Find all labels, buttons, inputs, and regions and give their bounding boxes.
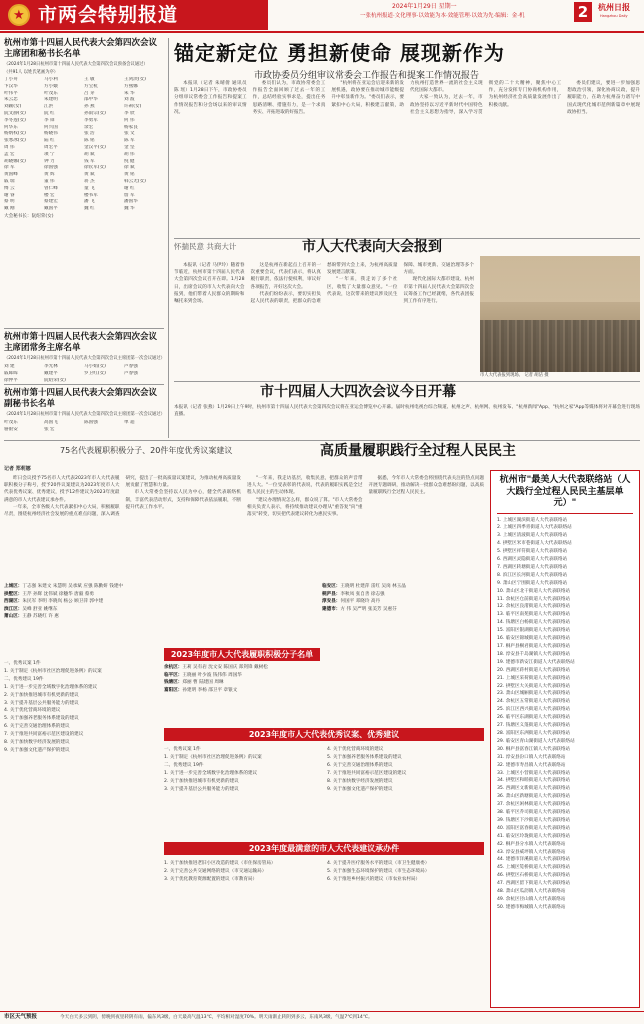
satisfied-list xyxy=(164,860,484,1008)
paragraph: 一年来，全市各级人大代表紧扣中心大局，积极履职尽责，围绕杭州经济社会发展的重点难点问题，深入调查研究，提出了一批高质量议案建议，为推动杭州高质量发展贡献了智慧和力量。 xyxy=(4,476,241,518)
name-entry: 李勇军 xyxy=(84,117,98,123)
name-entry: 黄 铭 xyxy=(124,172,135,178)
name-entry: 李光林 xyxy=(44,364,58,369)
list-item: 33. 上城区小营街道人大代表联络站 xyxy=(497,770,571,776)
group-label: 西湖区： xyxy=(4,599,23,605)
divider xyxy=(4,440,640,441)
group-label: 上城区： xyxy=(4,584,23,589)
name-entry: 蔡 明 xyxy=(4,199,15,205)
name-entry: 钱 军 xyxy=(84,158,95,164)
name-entry: 蒋 杰 xyxy=(84,178,95,184)
issue-date: 2024年1月29日 星期一 xyxy=(392,3,457,10)
list-item: 3. 关于提升基层公共服务能力的建议 xyxy=(4,700,79,706)
name-entry: 李 欣 xyxy=(124,110,135,116)
list-item: 7. 关于推进共同富裕示范区建设的建议 xyxy=(327,770,407,776)
name-entry: 陈国强 xyxy=(84,420,98,425)
list-item: 1. 关于制定《杭州市社区治理促进条例》的议案 xyxy=(4,668,102,674)
paragraph: 委员们建议，要进一步加强思想政治引领，深化协商议政，提升履职能力，在助力杭州奋力谱写中国式现代化城市范例新篇章中展现政协担当。 xyxy=(567,81,640,115)
name-entry: 阮绍荣(女) xyxy=(44,377,66,383)
honor-groups-left xyxy=(4,583,160,621)
list-item: 4. 关于优化营商环境的建议 xyxy=(327,747,384,752)
paragraph: 昨日会议授予75名市人大代表2023年市人大代表履职积极分子称号，授予20件议案建议为2023年度市人大代表优秀议案、优秀建议，授予12件建议为2023年度最满意的市人大代表建议承办件。 xyxy=(4,476,120,503)
list-item: 42. 桐庐县分水镇人大代表联络站 xyxy=(497,841,566,847)
secretary-general: 大会秘书长：阮绍荣(女) xyxy=(4,213,54,219)
name-entry: 方宝杭 xyxy=(84,83,98,89)
name-entry: 魏 华 xyxy=(124,206,135,212)
list-item: 23. 萧山区城厢街道人大代表联络站 xyxy=(497,691,571,697)
list-item: 5. 关于加强生态环境保护的建议（市生态环境局） xyxy=(327,868,430,874)
list-item: 15. 富阳区银湖街道人大代表联络站 xyxy=(497,628,571,634)
list-item: 9. 关于加强文化遗产保护的建议 xyxy=(4,747,70,753)
article-honor-kicker-wrap xyxy=(60,446,232,457)
presidium-names xyxy=(4,77,164,213)
group-names: 孙建明 李杨 邵卫平 章银文 xyxy=(182,687,238,693)
name-entry: 胡 斌 xyxy=(84,151,95,157)
name-entry: 徐 军 xyxy=(4,165,15,171)
name-entry: 李 锋 xyxy=(44,117,55,123)
name-entry: 黄 辉 xyxy=(44,172,55,178)
group-names: 朱民军 李明 李晓岚 杨公 顾卫萍 郭中建 xyxy=(22,599,104,605)
list-item: 3. 关于提升基层公共服务能力的建议 xyxy=(164,786,239,792)
list-item: 30. 桐庐县富春江镇人大代表联络站 xyxy=(497,746,571,752)
name-entry: 楼书军 xyxy=(84,192,98,198)
name-entry: 徐仲平 xyxy=(4,377,18,383)
group-names: 何国平 邓晓玲 高丹 xyxy=(340,599,381,605)
list-item: 1. 上城区湖滨街道人大代表联络站 xyxy=(497,517,568,523)
name-entry: 朱云忠 xyxy=(4,97,18,103)
list-item: 3. 上城区清波街道人大代表联络站 xyxy=(497,533,568,539)
name-entry: 潘 飞 xyxy=(84,199,95,205)
name-entry: 胡晓娜(女) xyxy=(4,158,26,164)
article-cppcc-headline: 锚定新定位 勇担新使命 展现新作为 xyxy=(174,41,505,65)
article-cppcc xyxy=(174,40,640,82)
list-item: 5. 关于加强养老服务体系建设的建议 xyxy=(4,716,79,722)
paper-name: 杭州日报 xyxy=(598,3,630,12)
group-label: 拱墅区： xyxy=(4,591,23,597)
list-item: 8. 关于加快数字经济发展的建议 xyxy=(4,740,70,746)
presidium-subtitle: （2024年1月28日杭州市第十四届人民代表大会第四次会议预备会议通过） xyxy=(4,62,148,67)
list-item: 50. 建德市梅城镇人大代表联络站 xyxy=(497,904,566,910)
excellent-list xyxy=(164,746,484,834)
weather-footer xyxy=(0,1011,644,1024)
list-item: 37. 余杭区闲林街道人大代表联络站 xyxy=(497,802,571,808)
deputy-secretary-title: 杭州市第十四届人民代表大会第四次会议副秘书长名单 xyxy=(4,388,158,409)
list-item: 34. 拱墅区和睦街道人大代表联络站 xyxy=(497,778,571,784)
name-entry: 骆银安 xyxy=(4,426,18,432)
article-honor-headline-wrap xyxy=(320,442,516,461)
list-item: 2. 关于加快推进城市有机更新的建议 xyxy=(4,692,79,698)
excellent-list-banner: 2023年度市人大代表优秀议案、优秀建议 xyxy=(164,728,484,741)
masthead-rule xyxy=(0,31,644,33)
masthead-slogan: 一张杭州报道·文化理事·以效能为本·效能管理·以效为先·编辑：金·机 xyxy=(360,13,525,19)
name-entry: 戴国平 xyxy=(44,206,58,212)
list-item: 7. 西湖区转塘街道人大代表联络站 xyxy=(497,564,568,570)
paragraph: 本报讯（记者 朱晴倩 通讯员 陈 瑶）1月28日下午，市政协委员分组审议常委会工作报告和提案工作情况报告和分会场以来的审议情况。 xyxy=(174,81,247,115)
name-entry: 钟 力 xyxy=(44,158,55,164)
name-entry: 王剑淡(女) xyxy=(124,77,146,82)
name-entry: 杨晓伟 xyxy=(44,131,58,137)
name-entry: 许莉(女) xyxy=(124,104,142,110)
name-entry: 马小娟(女) xyxy=(84,364,106,369)
section-title: 市两会特别报道 xyxy=(38,4,179,26)
paper-name-en: Hangzhou Daily xyxy=(600,14,628,18)
group-names: 王晓丽 叶少波 钱伟伟 周国华 xyxy=(182,672,242,678)
name-entry: 傅 云 xyxy=(4,185,15,191)
list-item: 24. 余杭区五常街道人大代表联络站 xyxy=(497,699,571,705)
list-item: 1. 关于加快推进老旧小区改造的建议（市住保房管局） xyxy=(164,861,276,866)
paragraph: 市人大常委会坚持以人民为中心，健全代表联络机制，丰富代表活动形式，支持和保障代表依法履职，不断提升代表工作水平。 xyxy=(125,490,241,510)
name-entry: 孙 燕 xyxy=(84,104,95,110)
name-entry: 余宏 xyxy=(84,124,94,130)
article-opening-body: 本报讯（记者 张燕）1月29日上午9时，杭州市第十四届人民代表大会第四次会议将在亚运会博览中心开幕。届时杭州电视台综合频道、杭州之声、杭州网、杭州发布、"杭州新闻"App、"杭州之家"App等媒体将对开幕会进行现场直播。 xyxy=(174,405,640,418)
liaison-station-box xyxy=(490,470,640,1008)
name-entry: 李冬莲(女) xyxy=(4,117,26,123)
name-entry: 韩云尤(女) xyxy=(124,178,146,184)
name-entry: 方燕娜 xyxy=(124,83,138,89)
name-entry: 周宏平 xyxy=(44,144,58,150)
name-entry: 戚晖晖 xyxy=(4,370,18,376)
name-entry: 金 坚 xyxy=(124,144,135,150)
list-item: 22. 拱墅区大关街道人大代表联络站 xyxy=(497,683,571,689)
name-entry: 陈 铭 xyxy=(84,138,95,144)
honor-group xyxy=(164,687,320,695)
name-entry: 朱建明 xyxy=(44,97,58,103)
list-item: 36. 萧山区新塘街道人大代表联络站 xyxy=(497,794,571,800)
list-item: 28. 富阳区东洲街道人大代表联络站 xyxy=(497,730,571,736)
article-npc-headline-wrap xyxy=(302,238,442,257)
name-entry: 胡 伟 xyxy=(124,151,135,157)
article-cppcc-subhead: 市政协委员分组审议常委会工作报告和提案工作情况报告 xyxy=(254,71,480,81)
group-names: 王莉 吴有岩 沈文安 陈国庆 郑剑锋 戴树松 xyxy=(182,665,268,670)
group-label: 建德市： xyxy=(322,606,341,612)
name-entry: 罗卫红(女) xyxy=(84,370,106,376)
group-label: 淳安县： xyxy=(322,599,341,605)
list-item: 二、优秀建议 19件 xyxy=(164,762,204,768)
name-entry: 卢春强 xyxy=(124,370,138,376)
list-item: 17. 桐庐县桐君街道人大代表联络站 xyxy=(497,644,571,649)
group-label: 桐庐县： xyxy=(322,591,341,597)
list-item: 2. 关于加快推进城市有机更新的建议 xyxy=(164,778,239,784)
name-entry: 周 伟 xyxy=(4,144,15,150)
list-item: 20. 西湖区蒋村街道人大代表联络站 xyxy=(497,667,571,673)
name-entry: 曾仁峰 xyxy=(44,185,58,191)
standing-chair-list xyxy=(4,332,164,384)
paragraph: 现代化国际大都市建设、杭州市第十四届人民代表大会第四次会议筹备工作已经就绪，各代表团报到工作有序进行。 xyxy=(403,277,474,305)
name-entry: 何兴国 xyxy=(44,124,58,130)
list-item: 46. 拱墅区石桥街道人大代表联络站 xyxy=(497,873,571,879)
deputy-secretary-subtitle: （2024年1月28日杭州市第十四届人民代表大会第四次会议主席团第一次会议通过） xyxy=(4,412,165,417)
paragraph: "杭州将在亚运会后迎来新的发展机遇，政协要在推动城市能级提升中彰显新作为。"委员们表示，要紧扣中心大局，积极建言献策，助力杭州打造世界一流的社会主义现代化国际大都市。 xyxy=(331,81,483,108)
name-entry: 卢春强 xyxy=(124,364,138,369)
group-names: 方 伟 吴严明 张美芳 吴惠芬 xyxy=(340,606,397,612)
list-item: 25. 滨江区西兴街道人大代表联络站 xyxy=(497,707,571,713)
name-entry: 邵中华 xyxy=(84,97,98,103)
name-entry: 张 宏 xyxy=(44,426,55,432)
name-entry: 丁小舟 xyxy=(4,77,18,82)
name-entry: 阮 红 xyxy=(44,110,55,116)
list-item: 21. 上城区采荷街道人大代表联络站 xyxy=(497,675,571,681)
name-entry: 徐国强 xyxy=(44,165,58,171)
list-item: 一、优秀议案 1件 xyxy=(4,661,41,666)
name-entry: 朱 华 xyxy=(124,90,135,96)
list-item: 8. 滨江区长河街道人大代表联络站 xyxy=(497,572,568,578)
list-item: 40. 富阳区富春街道人大代表联络站 xyxy=(497,825,571,831)
name-entry: 杨炳权(女) xyxy=(4,131,26,137)
name-entry: 单 超 xyxy=(124,420,135,425)
list-item: 32. 建德市寿昌镇人大代表联络站 xyxy=(497,762,566,768)
article-honor-body xyxy=(4,475,484,579)
paragraph: 代表们纷纷表示，要切实担负起人民代表的职责，把群众的急难愁盼带到大会上来，为杭州高质量发展建言献策。 xyxy=(250,263,398,305)
list-item: 43. 淳安县威坪镇人大代表联络站 xyxy=(497,849,566,855)
list-item: 4. 关于提升医疗服务水平的建议（市卫生健康委） xyxy=(327,861,430,866)
standing-chair-title: 杭州市第十四届人民代表大会第四次会议主席团常务主席名单 xyxy=(4,332,158,353)
group-label: 余杭区： xyxy=(164,665,183,670)
liaison-station-title: 杭州市"最美人大代表联络站（人大践行全过程人民民主基层单元）" xyxy=(499,475,631,508)
list-item: 47. 西湖区留下街道人大代表联络站 xyxy=(497,881,571,887)
name-entry: 楼 宏 xyxy=(44,192,55,198)
name-entry: 卞汉华 xyxy=(4,83,18,89)
honor-group xyxy=(322,591,484,599)
paragraph: "一年来，我走访了多个社区，收集了大量群众意见。"一位代表说，这次带来的建议涉及民生保障、城市更新、交通治理等多个方面。 xyxy=(327,263,474,297)
divider xyxy=(174,381,640,382)
name-entry: 潘国华 xyxy=(124,199,138,205)
honor-group xyxy=(322,583,484,591)
list-item: 48. 萧山区瓜沥镇人大代表联络站 xyxy=(497,889,566,895)
article-opening-headline: 市十四届人大四次会议今日开幕 xyxy=(260,384,456,400)
honor-group xyxy=(4,598,160,606)
page-number: 2 xyxy=(574,2,592,22)
name-entry: 金汉平(女) xyxy=(84,144,106,150)
name-entry: 孙雨宗(女) xyxy=(84,110,106,116)
paragraph: 本报讯（记者 马伊玲）随着春节临近，杭州市第十四届人民代表大会第四次会议召开在即。1月28日，出席会议的市人大代表向大会报到，他们带着人民群众的期盼和嘱托来到会场。 xyxy=(174,263,245,305)
divider xyxy=(4,384,164,385)
name-entry: 刘 建 xyxy=(4,364,15,369)
group-label: 临平区： xyxy=(164,672,183,678)
excellent-items-left xyxy=(4,660,160,1008)
group-label: 富阳区： xyxy=(164,687,183,693)
honor-list-2023 xyxy=(164,664,320,694)
name-entry: 陈 军 xyxy=(124,138,135,144)
satisfied-list-banner: 2023年度最满意的市人大代表建议承办件 xyxy=(164,842,484,855)
list-item: 8. 关于加快数字经济发展的建议 xyxy=(327,778,393,784)
group-names: 王芹 孙辉 沈伟斌 徐穗华 唐毅 蔡勇 xyxy=(22,591,95,597)
honor-group xyxy=(4,583,160,591)
name-entry: 高国飞 xyxy=(44,420,58,425)
group-label: 钱塘区： xyxy=(164,680,183,686)
presidium-title: 杭州市第十四届人民代表大会第四次会议主席团和秘书长名单 xyxy=(4,38,158,59)
name-entry: 何 伟 xyxy=(124,117,135,123)
list-item: 11. 余杭区仓前街道人大代表联络站 xyxy=(497,596,571,602)
emblem-icon xyxy=(8,4,30,26)
group-names: 王晓明 杜建萍 雷红 吴岗 林玉晶 xyxy=(340,584,406,589)
list-item: 14. 钱塘区白杨街道人大代表联络站 xyxy=(497,620,571,626)
list-item: 3. 关于优化教育资源配置的建议（市教育局） xyxy=(164,876,258,882)
list-item: 44. 建德市洋溪街道人大代表联络站 xyxy=(497,857,571,863)
presidium-list xyxy=(4,38,164,220)
name-entry: 戚 瑞 xyxy=(4,178,15,184)
list-item: 5. 拱墅区祥符街道人大代表联络站 xyxy=(497,549,568,555)
standing-chair-subtitle: （2024年1月28日杭州市第十四届人民代表大会第四次会议主席团第一次会议通过） xyxy=(4,356,165,361)
honor-group xyxy=(164,679,320,687)
honor-list-banner: 2023年度市人大代表履职积极分子名单 xyxy=(164,648,320,661)
name-entry: 张 浩 xyxy=(84,131,95,137)
list-item: 1. 关于制定《杭州市社区治理促进条例》的议案 xyxy=(164,754,262,760)
list-item: 26. 临平区东湖街道人大代表联络站 xyxy=(497,715,571,721)
list-item: 4. 拱墅区米市巷街道人大代表联络站 xyxy=(497,541,572,547)
honor-group xyxy=(4,606,160,614)
name-entry: 刘 波 xyxy=(124,97,135,103)
honor-group xyxy=(164,672,320,680)
list-item: 9. 萧山区宁围街道人大代表联络站 xyxy=(497,580,568,586)
paragraph: 据悉，今年市人大常委会将围绕代表关注的热点问题开展专题调研，推动解决一批群众急难愁盼问题，以高质量履职践行全过程人民民主。 xyxy=(368,476,484,496)
name-entry: 江洪 xyxy=(44,104,54,110)
article-npc-body xyxy=(174,262,474,378)
deputy-secretary-list xyxy=(4,388,164,434)
name-entry: 何华东 xyxy=(4,124,18,130)
honor-groups-mid xyxy=(322,583,484,613)
group-label: 滨江区： xyxy=(4,606,23,612)
list-item: 27. 钱塘区义蓬街道人大代表联络站 xyxy=(497,723,571,729)
divider xyxy=(4,328,164,329)
deputy-secretary-names xyxy=(4,420,164,434)
name-entry: 张寒冰(女) xyxy=(4,138,26,144)
paragraph: "一年来，我走访基层，收集民意，把群众的声音带进人大。"一位受表彰的代表说，代表的履职实践是全过程人民民主的生动体现。 xyxy=(247,476,363,496)
list-item: 4. 关于优化营商环境的建议 xyxy=(4,708,61,714)
name-entry: 方小娥 xyxy=(44,83,58,89)
list-item: 19. 建德市新安江街道人大代表联络站 xyxy=(497,659,575,665)
paragraph: 这是杭州在新起点上召开的一次重要会议，代表们表示，将认真履行职责，依法行使权利，审议好各项报告，开好这次大会。 xyxy=(250,263,321,290)
name-entry: 黄国峰 xyxy=(4,172,18,178)
group-names: 丁志强 朱建文 朱慧明 吴承斌 应强 陈勤妍 钱建中 xyxy=(22,584,124,589)
list-item: 5. 关于加强养老服务体系建设的建议 xyxy=(327,754,402,760)
list-item: 16. 临安区锦城街道人大代表联络站 xyxy=(497,636,571,642)
group-label: 临安区： xyxy=(322,584,341,589)
name-entry: 徐钦军(女) xyxy=(84,165,106,171)
name-entry: 叶茂东 xyxy=(4,420,18,425)
article-opening-headline-wrap xyxy=(260,383,456,402)
name-entry: 魏 红 xyxy=(84,206,95,212)
list-item: 6. 西湖区灵隐街道人大代表联络站 xyxy=(497,557,568,563)
paragraph: "建议办理情况怎么样，群众说了算。"市人大常委会相关负责人表示，将持续推动建议办理从"重答复"向"重落实"转变，切实把代表建议转化为惠民实事。 xyxy=(247,497,363,518)
name-entry: 张 文 xyxy=(124,131,135,137)
list-item: 41. 临安区玲珑街道人大代表联络站 xyxy=(497,833,571,839)
standing-chair-names xyxy=(4,364,164,384)
list-item: 6. 关于完善交通治理体系的建议 xyxy=(327,762,393,768)
name-entry: 吕 芽 xyxy=(84,90,95,96)
name-entry: 谢 睿 xyxy=(4,192,15,198)
group-names: 吴峰 舒亚 姚继东 xyxy=(22,606,58,612)
article-cppcc-body xyxy=(174,80,640,234)
paragraph: 委员们认为，市政协常委会工作报告全面回顾了过去一年的工作，总结经验实事求是，提出任务思路清晰、措施有力，是一个求真务实、开拓进取的好报告。 xyxy=(252,81,326,115)
list-item: 1. 关于进一步完善全域数字化治理体系的建议 xyxy=(164,770,258,776)
list-item: 10. 萧山区北干街道人大代表联络站 xyxy=(497,588,571,594)
list-item: 38. 临平区乔司街道人大代表联络站 xyxy=(497,810,571,816)
list-item: 1. 关于进一步完善全域数字化治理体系的建议 xyxy=(4,684,98,690)
group-names: 郑丽 曹 陆建国 周琳 xyxy=(182,680,224,686)
name-entry: 戴建平 xyxy=(44,370,58,376)
name-entry: 叶茂东 xyxy=(44,90,58,96)
list-item: 2. 上城区四季青街道人大代表联络站 xyxy=(497,525,572,531)
photo-caption: 市人大代表报到现场。 记者 胡洁 摄 xyxy=(480,373,549,378)
name-entry: 刘颖(女) xyxy=(4,104,22,110)
liaison-station-list xyxy=(491,514,639,1002)
list-item: 49. 余杭区径山镇人大代表联络站 xyxy=(497,897,566,902)
masthead xyxy=(0,0,644,30)
name-entry: 项 宁 xyxy=(44,151,55,157)
group-names: 王静 苏晓红 许 惠 xyxy=(22,614,59,620)
article-npc-kicker-text: 怀揣民意 共商大计 xyxy=(174,242,237,251)
honor-group xyxy=(4,613,160,621)
name-entry: 詹 军 xyxy=(124,192,135,198)
list-item: 6. 关于推进乡村振兴的建议（市农业农村局） xyxy=(327,876,421,882)
weather-text: 今天白天多云到阴，傍晚到夜里转阴有雨，偏东风3级，白天最高气温13℃，平均相对湿度70%。明天雨渐止转阴到多云，东南风3级，气温7℃到14℃。 xyxy=(60,1015,373,1020)
list-item: 31. 淳安县汾口镇人大代表联络站 xyxy=(497,754,566,760)
name-entry: 王 敏 xyxy=(84,77,95,82)
list-item: 29. 临安区青山湖街道人大代表联络站 xyxy=(497,738,575,744)
list-item: 一、优秀议案 1件 xyxy=(164,747,201,752)
list-item: 9. 关于加强文化遗产保护的建议 xyxy=(327,786,393,792)
honor-group xyxy=(322,598,484,606)
name-entry: 董 伟 xyxy=(44,178,55,184)
name-entry: 杨家良 xyxy=(124,124,138,130)
weather-label: 市区天气预报 xyxy=(4,1014,38,1020)
name-entry: 黄 斌 xyxy=(84,172,95,178)
name-entry: 马小利 xyxy=(44,77,58,82)
group-names: 李秋凤 张自善 徐志强 xyxy=(340,591,385,597)
honor-group xyxy=(322,606,484,614)
name-entry: 孟 宏 xyxy=(4,151,15,157)
list-item: 45. 上城区笕桥街道人大代表联络站 xyxy=(497,865,571,871)
article-honor-kicker: 75名代表履职积极分子、20件年度优秀议案建议 xyxy=(60,446,233,455)
article-npc-kicker xyxy=(174,242,294,252)
list-item: 35. 西湖区文新街道人大代表联络站 xyxy=(497,786,571,792)
list-item: 18. 淳安县千岛湖镇人大代表联络站 xyxy=(497,651,571,657)
article-npc-headline: 市人大代表向大会报到 xyxy=(302,239,442,255)
name-entry: 蔡建宏 xyxy=(44,199,58,205)
list-item: 6. 关于完善交通治理体系的建议 xyxy=(4,724,70,730)
presidium-group-label: （共91人 以姓氏笔画为序） xyxy=(4,70,59,75)
list-item: 12. 余杭区良渚街道人大代表联络站 xyxy=(497,604,571,610)
list-item: 13. 临平区南苑街道人大代表联络站 xyxy=(497,612,571,618)
list-item: 二、优秀建议 19件 xyxy=(4,676,44,682)
list-item: 7. 关于推进共同富裕示范区建设的建议 xyxy=(4,732,84,738)
honor-group xyxy=(164,664,320,672)
registration-photo xyxy=(480,256,640,372)
name-entry: 叶伟平 xyxy=(4,90,18,96)
name-entry: 徐 斌 xyxy=(124,165,135,171)
honor-group xyxy=(4,591,160,599)
paragraph: 大家一致认为，过去一年，市政协坚持以习近平新时代中国特色社会主义思想为指导，深入学习贯彻党的二十大精神，聚焦中心工作，充分发挥专门协商机构作用，为杭州经济社会高质量发展作出了积极贡献。 xyxy=(409,81,562,115)
list-item: 39. 钱塘区下沙街道人大代表联络站 xyxy=(497,817,571,823)
name-entry: 阮文静(女) xyxy=(4,110,26,116)
name-entry: 陆 红 xyxy=(44,138,55,144)
name-entry: 倪 健 xyxy=(124,158,135,164)
name-entry xyxy=(124,427,164,434)
list-item: 2. 关于完善公共交通网络的建议（市交通运输局） xyxy=(164,868,267,874)
name-entry: 戴 刚 xyxy=(4,206,15,212)
name-entry: 谢 红 xyxy=(124,185,135,191)
column-divider xyxy=(168,38,169,438)
group-label: 萧山区： xyxy=(4,614,23,620)
article-honor-byline: 记者 郑莉娜 xyxy=(4,466,31,472)
article-honor-headline: 高质量履职践行全过程人民民主 xyxy=(320,443,516,459)
name-entry: 童 飞 xyxy=(84,185,95,191)
name-entry xyxy=(84,427,124,434)
